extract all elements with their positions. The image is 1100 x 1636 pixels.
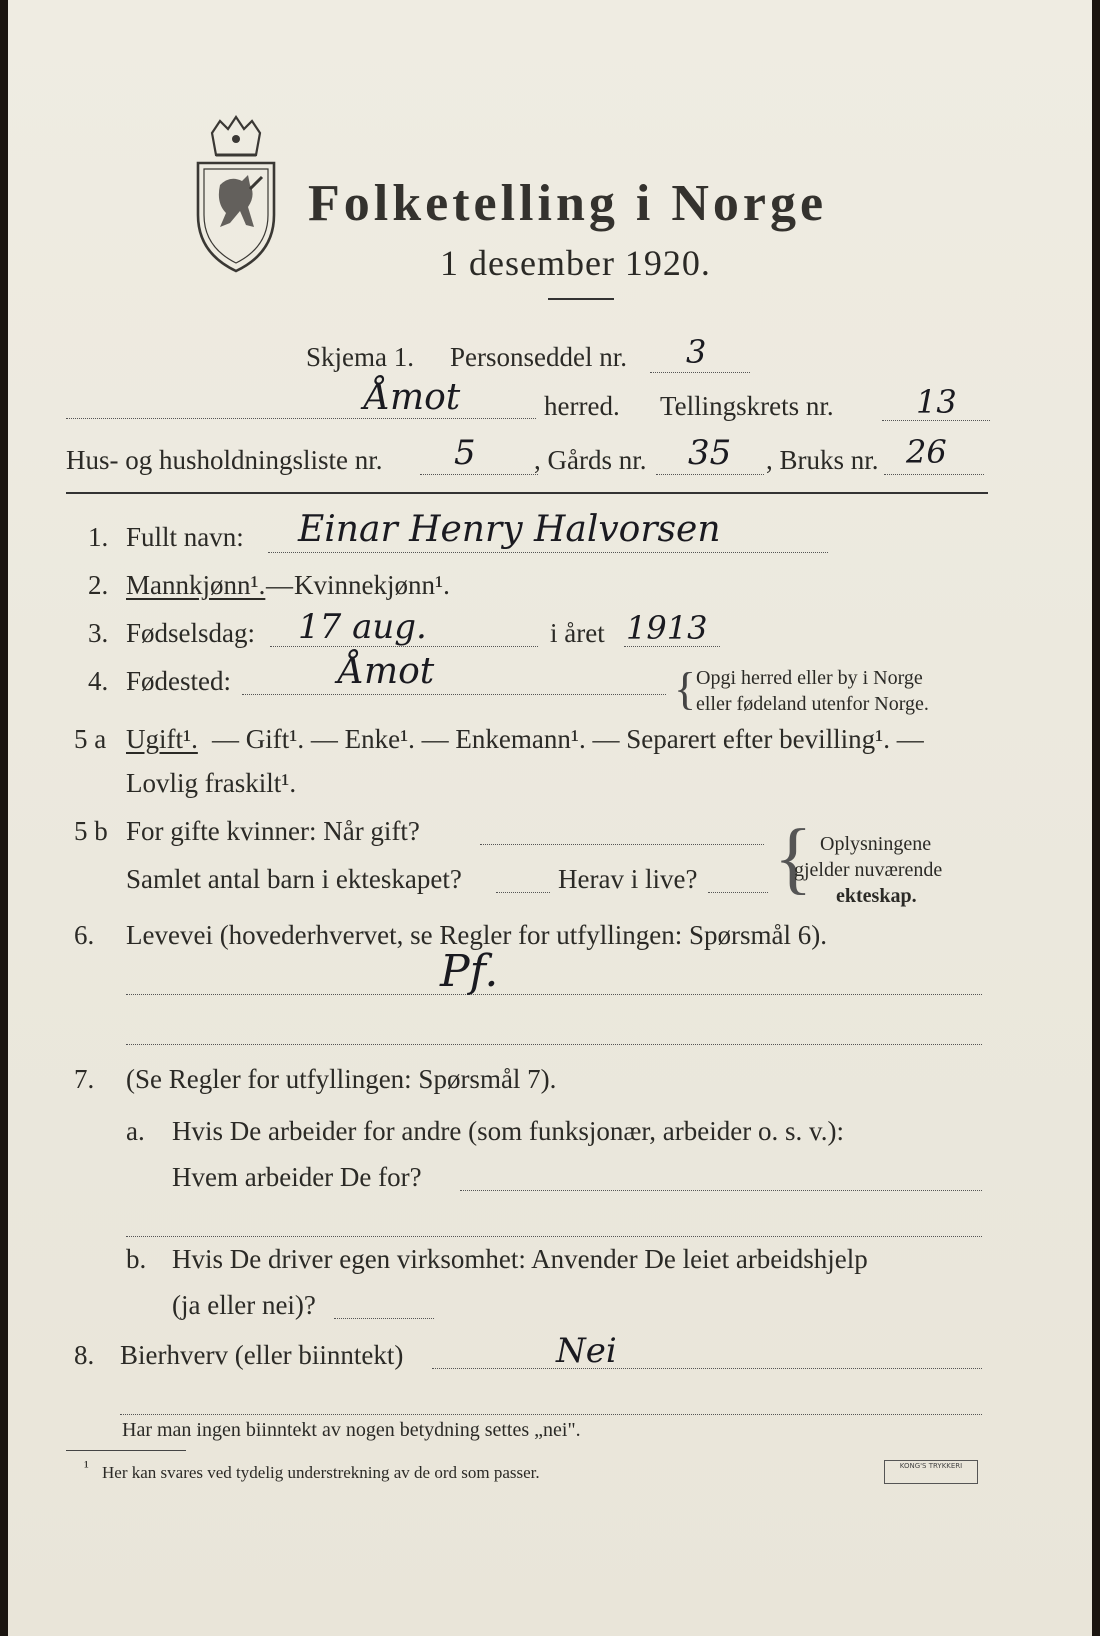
husliste-label: Hus- og husholdningsliste nr. [66, 445, 383, 475]
personseddel-field-line [650, 372, 750, 373]
q5b-note-line1: Oplysningene [820, 833, 932, 855]
q5b-married-label: For gifte kvinner: Når gift? [126, 816, 420, 846]
q8-field-line-1 [432, 1368, 982, 1369]
q4-field-line [242, 694, 666, 695]
q5b-note-line3: ekteskap. [836, 885, 917, 907]
bruks-label: , Bruks nr. [766, 445, 879, 475]
q4-label: Fødested: [126, 666, 231, 696]
printer-stamp [884, 1460, 978, 1484]
birth-year-value[interactable]: 1913 [626, 609, 708, 647]
gards-value[interactable]: 35 [688, 433, 732, 473]
q5b-married-field-line [480, 844, 764, 845]
q6-field-line-2 [126, 1044, 982, 1045]
q8-number: 8. [74, 1340, 95, 1370]
q5b-note-line2: gjelder nuværende [794, 859, 943, 881]
q5b-number: 5 b [74, 816, 108, 846]
q7b-letter: b. [126, 1244, 147, 1274]
q7a-field-line-2 [126, 1236, 982, 1237]
q2-number: 2. [88, 570, 109, 600]
q7a-line1: Hvis De arbeider for andre (som funksjonær, arbeider o. s. v.): [172, 1116, 844, 1146]
q5b-note-brace: { [774, 814, 813, 902]
gards-field-line [656, 474, 764, 475]
year-label: i året [550, 618, 605, 648]
side-income-value[interactable]: Nei [556, 1331, 617, 1371]
q1-field-line [268, 552, 828, 553]
q7a-field-line-1 [460, 1190, 982, 1191]
q5b-alive-label: Herav i live? [558, 864, 698, 894]
title-divider [548, 298, 614, 300]
q5b-alive-field-line [708, 892, 768, 893]
gender-male-option[interactable]: Mannkjønn¹. [126, 570, 266, 600]
q7b-line1: Hvis De driver egen virksomhet: Anvender De leiet arbeidshjelp [172, 1244, 868, 1274]
personseddel-label: Personseddel nr. [450, 342, 627, 372]
income-note: Har man ingen biinntekt av nogen betydning settes „nei". [122, 1419, 581, 1441]
marital-other-options[interactable]: — Gift¹. — Enke¹. — Enkemann¹. — Separert efter bevilling¹. — [212, 724, 924, 754]
q5a-number: 5 a [74, 724, 107, 754]
q1-label: Fullt navn: [126, 522, 244, 552]
q5b-children-field-line [496, 892, 550, 893]
bruks-field-line [884, 474, 984, 475]
q7a-line2: Hvem arbeider De for? [172, 1162, 422, 1192]
q8-field-line-2 [120, 1414, 982, 1415]
gender-female-option[interactable]: Kvinnekjønn¹. [294, 570, 450, 600]
q7b-line2: (ja eller nei)? [172, 1290, 316, 1320]
header-separator [66, 492, 988, 494]
gards-label: , Gårds nr. [534, 445, 647, 475]
q7a-letter: a. [126, 1116, 145, 1146]
tellingskrets-label: Tellingskrets nr. [660, 391, 834, 421]
herred-label: herred. [544, 391, 620, 421]
personseddel-value[interactable]: 3 [686, 333, 707, 371]
q4-number: 4. [88, 666, 109, 696]
q3-label: Fødselsdag: [126, 618, 256, 648]
full-name-value[interactable]: Einar Henry Halvorsen [298, 509, 721, 550]
printer-stamp-text: KONG'S TRYKKERI [899, 1462, 963, 1470]
schema-label: Skjema 1. [306, 342, 414, 372]
herred-value[interactable]: Åmot [364, 377, 461, 418]
q4-note-brace: { [674, 663, 697, 714]
marital-ugift-option[interactable]: Ugift¹. [126, 724, 198, 754]
q6-number: 6. [74, 920, 95, 950]
footnote-mark: ¹ [84, 1459, 89, 1476]
q7-label: (Se Regler for utfyllingen: Spørsmål 7). [126, 1064, 557, 1094]
coat-of-arms-icon [190, 115, 282, 275]
birthplace-value[interactable]: Åmot [338, 651, 435, 692]
footnote-text: Her kan svares ved tydelig understrekning av de ord som passer. [102, 1463, 540, 1482]
marital-fraskilt-option[interactable]: Lovlig fraskilt¹. [126, 768, 297, 798]
gender-separator: — [266, 570, 293, 600]
tellingskrets-value[interactable]: 13 [916, 383, 957, 421]
q1-number: 1. [88, 522, 109, 552]
occupation-value[interactable]: Pf. [440, 946, 499, 997]
q8-label: Bierhverv (eller biinntekt) [120, 1340, 404, 1370]
herred-field-line [66, 418, 536, 419]
q5b-children-label: Samlet antal barn i ekteskapet? [126, 864, 462, 894]
q7b-field-line [334, 1318, 434, 1319]
census-form [8, 0, 1092, 1636]
q4-note-line2: eller fødeland utenfor Norge. [696, 693, 929, 715]
q6-label: Levevei (hovederhvervet, se Regler for utfyllingen: Spørsmål 6). [126, 920, 828, 950]
census-date: 1 desember 1920. [440, 243, 711, 283]
birthday-value[interactable]: 17 aug. [298, 607, 427, 647]
husliste-field-line [420, 474, 538, 475]
bruks-value[interactable]: 26 [906, 433, 947, 471]
footnote-divider [66, 1450, 186, 1451]
form-title: Folketelling i Norge [308, 175, 828, 232]
husliste-value[interactable]: 5 [454, 433, 476, 473]
q7-number: 7. [74, 1064, 95, 1094]
q6-field-line-1 [126, 994, 982, 995]
q3-number: 3. [88, 618, 109, 648]
q4-note-line1: Opgi herred eller by i Norge [696, 667, 923, 689]
